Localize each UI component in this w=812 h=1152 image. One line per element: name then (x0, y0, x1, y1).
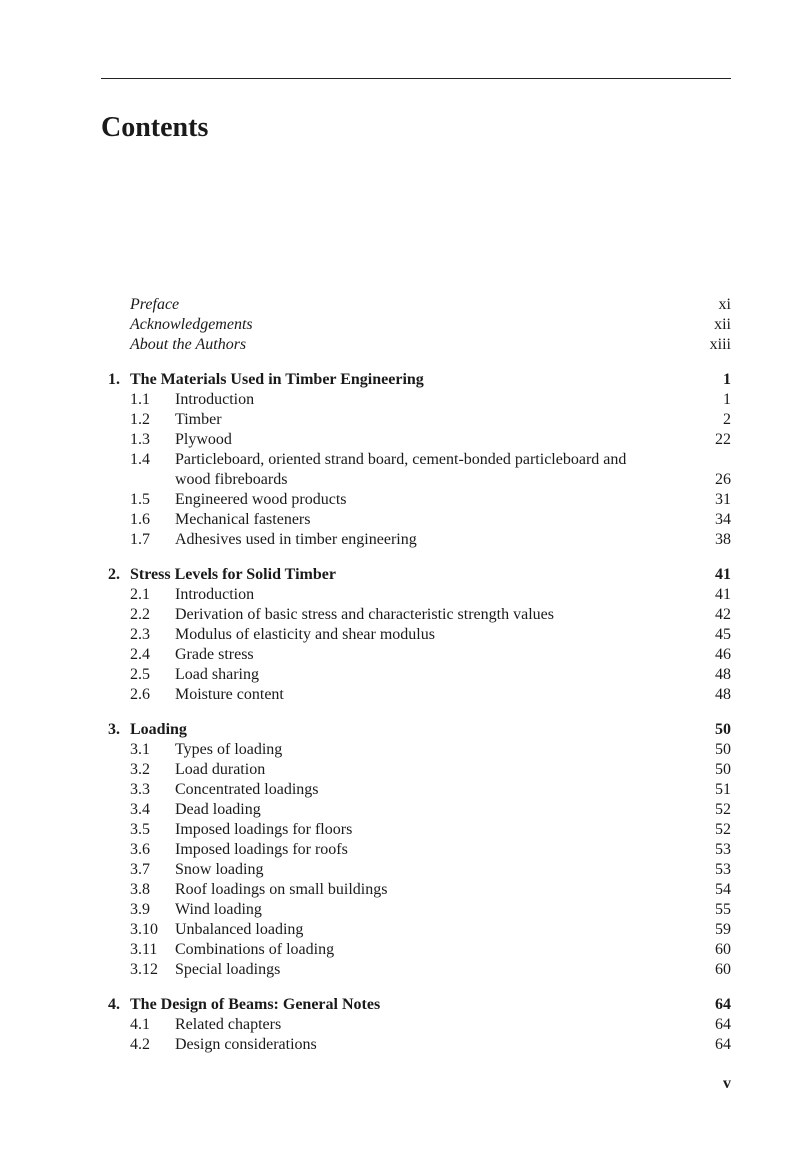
section-number: 3.2 (130, 761, 150, 778)
header-rule (101, 78, 731, 79)
section-title: Load duration (175, 761, 266, 778)
section-title: Plywood (175, 431, 232, 448)
section-entry[interactable] (0, 665, 812, 685)
section-title: Introduction (175, 391, 255, 408)
front-matter-entry[interactable] (0, 315, 812, 335)
section-entry[interactable] (0, 840, 812, 860)
section-title: Adhesives used in timber engineering (175, 531, 417, 548)
chapter-heading[interactable] (0, 720, 812, 740)
section-page: 2 (723, 411, 731, 428)
section-page: 50 (715, 761, 731, 778)
entry-title: About the Authors (130, 336, 247, 353)
section-entry[interactable] (0, 645, 812, 665)
section-title: wood fibreboards (175, 471, 288, 488)
chapter-number: 2. (108, 566, 120, 583)
section-number: 1.3 (130, 431, 150, 448)
section-number: 3.8 (130, 881, 150, 898)
front-matter-list (0, 295, 812, 355)
section-entry[interactable] (0, 880, 812, 900)
section-entry[interactable] (0, 625, 812, 645)
section-title: Dead loading (175, 801, 261, 818)
section-page: 53 (715, 861, 731, 878)
section-entry[interactable] (0, 1015, 812, 1035)
section-title: Concentrated loadings (175, 781, 319, 798)
section-page: 42 (715, 606, 731, 623)
section-page: 52 (715, 821, 731, 838)
section-entry[interactable] (0, 860, 812, 880)
entry-page: xii (714, 316, 731, 333)
section-number: 1.1 (130, 391, 150, 408)
section-entry[interactable] (0, 685, 812, 705)
section-entry[interactable] (0, 900, 812, 920)
section-entry[interactable] (0, 800, 812, 820)
section-entry[interactable] (0, 450, 812, 470)
front-matter-entry[interactable] (0, 335, 812, 355)
chapter-number: 1. (108, 371, 120, 388)
section-page: 48 (715, 666, 731, 683)
section-page: 26 (715, 471, 731, 488)
section-page: 54 (715, 881, 731, 898)
chapter-block (0, 720, 812, 980)
section-entry[interactable] (0, 960, 812, 980)
section-entry[interactable] (0, 740, 812, 760)
section-title: Timber (175, 411, 222, 428)
section-page: 50 (715, 741, 731, 758)
section-number: 1.6 (130, 511, 150, 528)
section-page: 31 (715, 491, 731, 508)
chapter-page: 50 (715, 721, 731, 738)
section-number: 3.4 (130, 801, 150, 818)
section-title: Combinations of loading (175, 941, 335, 958)
section-title: Mechanical fasteners (175, 511, 311, 528)
section-page: 46 (715, 646, 731, 663)
section-number: 2.4 (130, 646, 150, 663)
section-entry[interactable] (0, 430, 812, 450)
section-number: 3.10 (130, 921, 158, 938)
chapter-heading[interactable] (0, 995, 812, 1015)
section-number: 3.12 (130, 961, 158, 978)
section-page: 59 (715, 921, 731, 938)
entry-page: xi (718, 296, 731, 313)
chapter-title: Loading (130, 721, 187, 738)
section-page: 41 (715, 586, 731, 603)
section-page: 38 (715, 531, 731, 548)
section-page: 60 (715, 941, 731, 958)
section-number: 1.5 (130, 491, 150, 508)
section-number: 1.2 (130, 411, 150, 428)
section-page: 55 (715, 901, 731, 918)
section-entry[interactable] (0, 1035, 812, 1055)
section-title: Particleboard, oriented strand board, cement-bonded particleboard and (175, 451, 627, 468)
entry-title: Preface (130, 296, 180, 313)
section-entry[interactable] (0, 605, 812, 625)
chapter-title: The Materials Used in Timber Engineering (130, 371, 424, 388)
section-entry[interactable] (0, 920, 812, 940)
chapter-number: 4. (108, 996, 120, 1013)
section-number: 2.3 (130, 626, 150, 643)
section-entry[interactable] (0, 780, 812, 800)
section-page: 51 (715, 781, 731, 798)
section-number: 2.6 (130, 686, 150, 703)
section-page: 22 (715, 431, 731, 448)
chapter-block (0, 370, 812, 550)
section-title: Engineered wood products (175, 491, 347, 508)
section-page: 60 (715, 961, 731, 978)
entry-title: Acknowledgements (130, 316, 253, 333)
section-number: 2.2 (130, 606, 150, 623)
section-page: 64 (715, 1016, 731, 1033)
section-title: Derivation of basic stress and characteristic strength values (175, 606, 554, 623)
section-title: Roof loadings on small buildings (175, 881, 388, 898)
section-number: 3.9 (130, 901, 150, 918)
section-entry[interactable] (0, 410, 812, 430)
chapter-page: 64 (715, 996, 731, 1013)
page-title: Contents (101, 112, 209, 143)
section-title: Modulus of elasticity and shear modulus (175, 626, 435, 643)
front-matter-entry[interactable] (0, 295, 812, 315)
section-title: Load sharing (175, 666, 259, 683)
section-title: Introduction (175, 586, 255, 603)
section-page: 1 (723, 391, 731, 408)
section-title: Design considerations (175, 1036, 317, 1053)
section-number: 3.6 (130, 841, 150, 858)
chapter-page: 41 (715, 566, 731, 583)
section-entry[interactable] (0, 820, 812, 840)
section-number: 3.3 (130, 781, 150, 798)
section-title: Snow loading (175, 861, 264, 878)
section-number: 3.5 (130, 821, 150, 838)
section-entry[interactable] (0, 940, 812, 960)
chapter-page: 1 (723, 371, 731, 388)
section-title: Unbalanced loading (175, 921, 304, 938)
chapter-block (0, 995, 812, 1055)
section-number: 2.5 (130, 666, 150, 683)
section-title: Related chapters (175, 1016, 282, 1033)
section-page: 45 (715, 626, 731, 643)
section-number: 3.1 (130, 741, 150, 758)
page-number: v (723, 1075, 731, 1092)
section-entry[interactable] (0, 530, 812, 550)
chapter-heading[interactable] (0, 370, 812, 390)
section-entry[interactable] (0, 510, 812, 530)
section-entry[interactable] (0, 390, 812, 410)
section-title: Grade stress (175, 646, 254, 663)
section-number: 3.11 (130, 941, 158, 958)
section-number: 2.1 (130, 586, 150, 603)
section-number: 1.4 (130, 451, 150, 468)
section-number: 3.7 (130, 861, 150, 878)
chapter-heading[interactable] (0, 565, 812, 585)
section-title: Special loadings (175, 961, 281, 978)
section-title: Types of loading (175, 741, 283, 758)
section-number: 1.7 (130, 531, 150, 548)
section-title: Imposed loadings for floors (175, 821, 353, 838)
section-title: Imposed loadings for roofs (175, 841, 348, 858)
section-page: 34 (715, 511, 731, 528)
section-number: 4.1 (130, 1016, 150, 1033)
section-entry[interactable] (0, 490, 812, 510)
chapter-title: The Design of Beams: General Notes (130, 996, 381, 1013)
section-page: 52 (715, 801, 731, 818)
chapter-title: Stress Levels for Solid Timber (130, 566, 336, 583)
section-page: 48 (715, 686, 731, 703)
section-page: 64 (715, 1036, 731, 1053)
table-of-contents (0, 295, 812, 1055)
section-title: Wind loading (175, 901, 262, 918)
chapter-number: 3. (108, 721, 120, 738)
chapter-block (0, 565, 812, 705)
section-title: Moisture content (175, 686, 284, 703)
section-entry[interactable] (0, 760, 812, 780)
section-number: 4.2 (130, 1036, 150, 1053)
section-page: 53 (715, 841, 731, 858)
section-entry-continued[interactable] (0, 470, 812, 490)
section-entry[interactable] (0, 585, 812, 605)
entry-page: xiii (709, 336, 731, 353)
